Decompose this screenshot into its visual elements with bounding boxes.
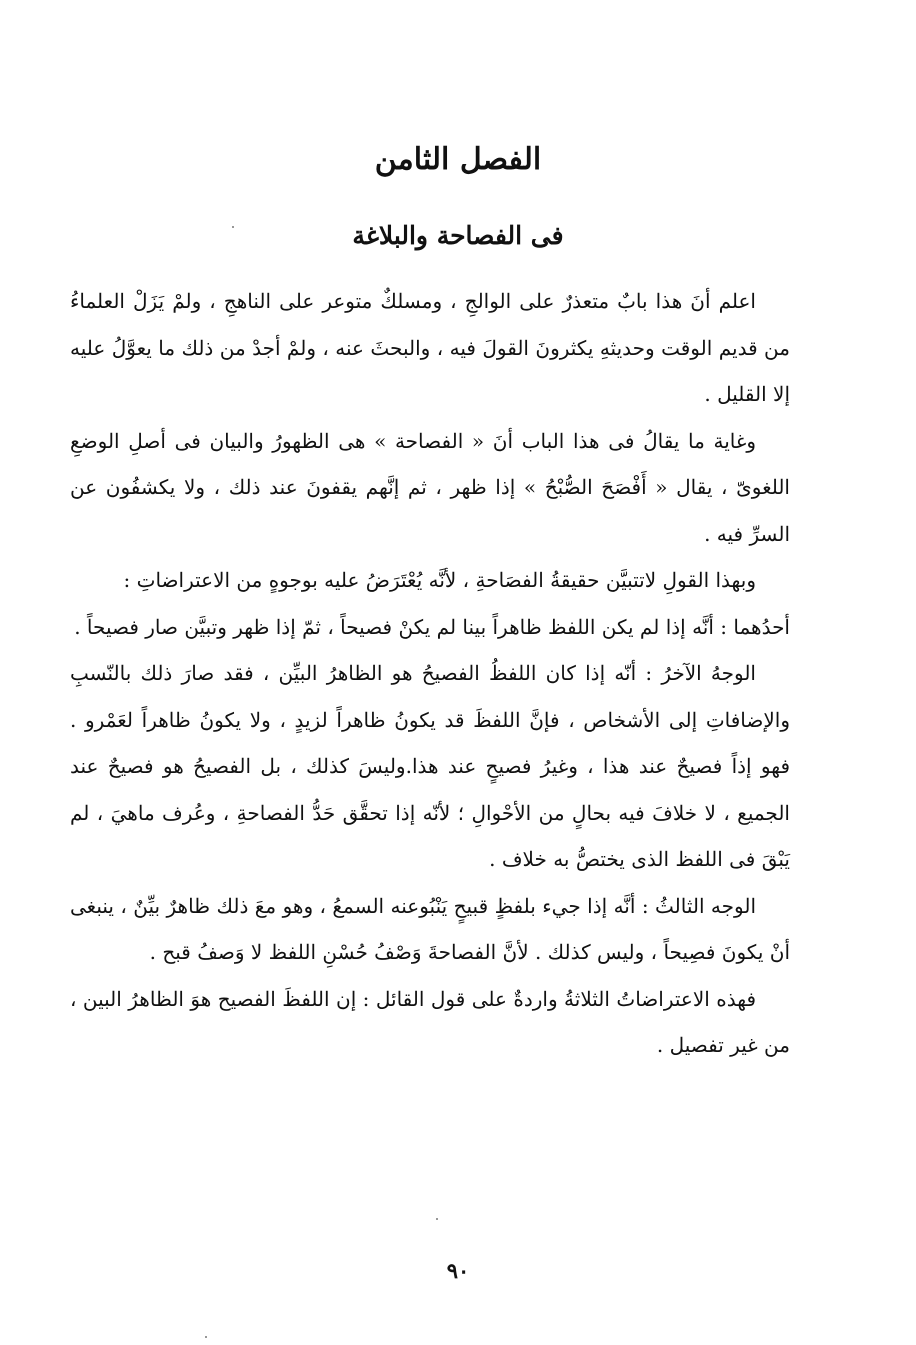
paragraph-objection-third: الوجه الثالثُ : أنَّه إذا جيء بلفظٍ قبيحٍ يَنْبُوعنه السمعُ ، وهو معَ ذلك ظاهرٌ بيِّنٌ ، ينبغى أنْ يكونَ فصِيحاً ، وليس كذلك . لأنَّ الفصاحةَ وَصْفُ حُسْنِ اللفظ لا وَصفُ قبح . <box>70 893 790 964</box>
paragraph-intro: اعلم أنَ هذا بابٌ متعذرٌ على الوالجِ ، ومسلكٌ متوعر على الناهجِ ، ولمْ يَزَلْ العلماءُ من قديم الوقت وحديثهِ يكثرونَ القولَ فيه ، والبحثَ عنه ، ولمْ أجدْ من ذلك ما يعوَّلُ عليه إلا القليل . <box>70 289 790 406</box>
paragraph-objections-intro: وبهذا القولِ لاتتبيَّن حقيقةُ الفصَاحةِ ، لأنَّه يُعْتَرَضُ عليه بوجوهٍ من الاعتراضاتِ : <box>123 568 756 592</box>
paragraph-objection-second: الوجهُ الآخرُ : أنّه إذا كان اللفظُ الفصيحُ هو الظاهرُ البيِّن ، فقد صارَ ذلك بالنّسبِ والإضافاتِ إلى الأشخاص ، فإنَّ اللفظَ قد يكونُ ظاهراً لزيدٍ ، ولا يكونُ ظاهراً لعَمْرو . فهو إذاً فصيحٌ عند هذا ، وغيرُ فصيحٍ عند هذا.وليسَ كذلك ، بل الفصيحُ هو فصيحٌ عند الجميع ، لا خلافَ فيه بحالٍ من الأحْوالِ ؛ لأنّه إذا تحقَّق حَدُّ الفصاحةِ ، وعُرف ماهيَ ، لم يَبْقَ فى اللفظ الذى يختصُّ به خلاف . <box>70 661 790 871</box>
paragraph-objection-first: أحدُهما : أنَّه إذا لم يكن اللفظ ظاهراً بينا لم يكنْ فصيحاً ، ثمّ إذا ظهر وتبيَّن صار فصيحاً . <box>74 614 790 639</box>
paragraph-conclusion: فهذه الاعتراضاتُ الثلاثةُ واردةٌ على قول القائل : إن اللفظَ الفصيح هوَ الظاهرُ البين ، من غير تفصيل . <box>70 986 790 1057</box>
scan-speck <box>436 1218 438 1220</box>
page-number: ٩٠ <box>446 1258 470 1283</box>
chapter-title: الفصل الثامن <box>374 142 542 177</box>
scan-speck <box>232 226 234 228</box>
scan-speck <box>205 1336 207 1338</box>
paragraph-definition: وغاية ما يقالُ فى هذا الباب أنَ « الفصاحة » هى الظهورُ والبيان فى أصلِ الوضعِ اللغوىّ ، يقال « أَفْصَحَ الصُّبْحُ » إذا ظهر ، ثم إنَّهم يقفونَ عند ذلك ، ولا يكشفُون عن السرِّ فيه . <box>70 428 790 546</box>
page-body <box>70 278 790 1069</box>
section-title: فى الفصاحة والبلاغة <box>352 221 564 250</box>
